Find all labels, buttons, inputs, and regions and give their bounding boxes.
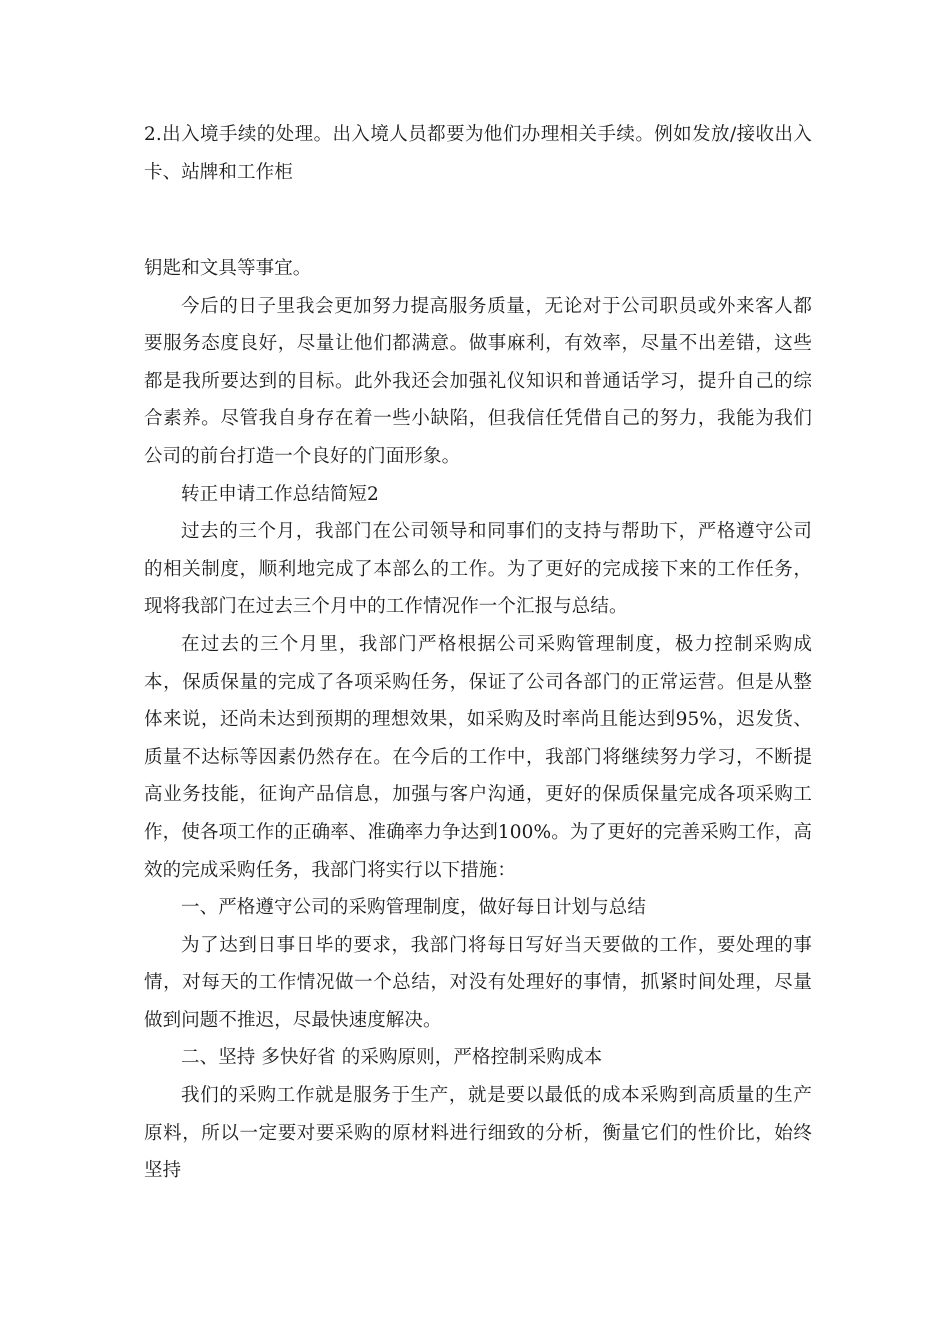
section-2-body: 我们的采购工作就是服务于生产，就是要以最低的成本采购到高质量的生产原料，所以一定要对要采购的原材料进行细致的分析，衡量它们的性价比，始终坚持 xyxy=(144,1085,812,1182)
section-1-title: 一、严格遵守公司的采购管理制度，做好每日计划与总结 xyxy=(181,897,647,919)
paragraph-continuation: 钥匙和文具等事宜。 xyxy=(144,258,312,279)
paragraph-top: 2.出入境手续的处理。出入境人员都要为他们办理相关手续。例如发放/接收出入卡、站牌和工作柜 xyxy=(144,124,812,183)
section-1-body: 为了达到日事日毕的要求，我部门将每日写好当天要做的工作，要处理的事情，对每天的工作情况做一个总结，对没有处理好的事情，抓紧时间处理，尽量做到问题不推迟，尽最快速度解决。 xyxy=(144,934,812,1031)
paragraph-review: 在过去的三个月里，我部门严格根据公司采购管理制度，极力控制采购成本，保质保量的完成了各项采购任务，保证了公司各部门的正常运营。但是从整体来说，还尚未达到预期的理想效果，如采购及时率尚且能达到95%，迟发货、质量不达标等因素仍然存在。在今后的工作中，我部门将继续努力学习，不断提高业务技能，征询产品信息，加强与客户沟通，更好的保质保量完成各项采购工作，使各项工作的正确率、准确率力争达到100%。为了更好的完善采购工作，高效的完成采购任务，我部门将实行以下措施： xyxy=(144,633,812,881)
section-2-title: 二、坚持 多快好省 的采购原则，严格控制采购成本 xyxy=(181,1047,603,1069)
section-heading: 转正申请工作总结简短2 xyxy=(181,483,379,505)
top-text-block xyxy=(144,116,812,191)
main-text-block xyxy=(144,250,812,1190)
paragraph-intro: 过去的三个月，我部门在公司领导和同事们的支持与帮助下，严格遵守公司的相关制度，顺利地完成了本部么的工作。为了更好的完成接下来的工作任务，现将我部门在过去三个月中的工作情况作一个汇报与总结。 xyxy=(144,521,812,618)
paragraph-future: 今后的日子里我会更加努力提高服务质量，无论对于公司职员或外来客人都要服务态度良好，尽量让他们都满意。做事麻利，有效率，尽量不出差错，这些都是我所要达到的目标。此外我还会加强礼仪知识和普通话学习，提升自己的综合素养。尽管我自身存在着一些小缺陷，但我信任凭借自己的努力，我能为我们公司的前台打造一个良好的门面形象。 xyxy=(144,295,812,467)
